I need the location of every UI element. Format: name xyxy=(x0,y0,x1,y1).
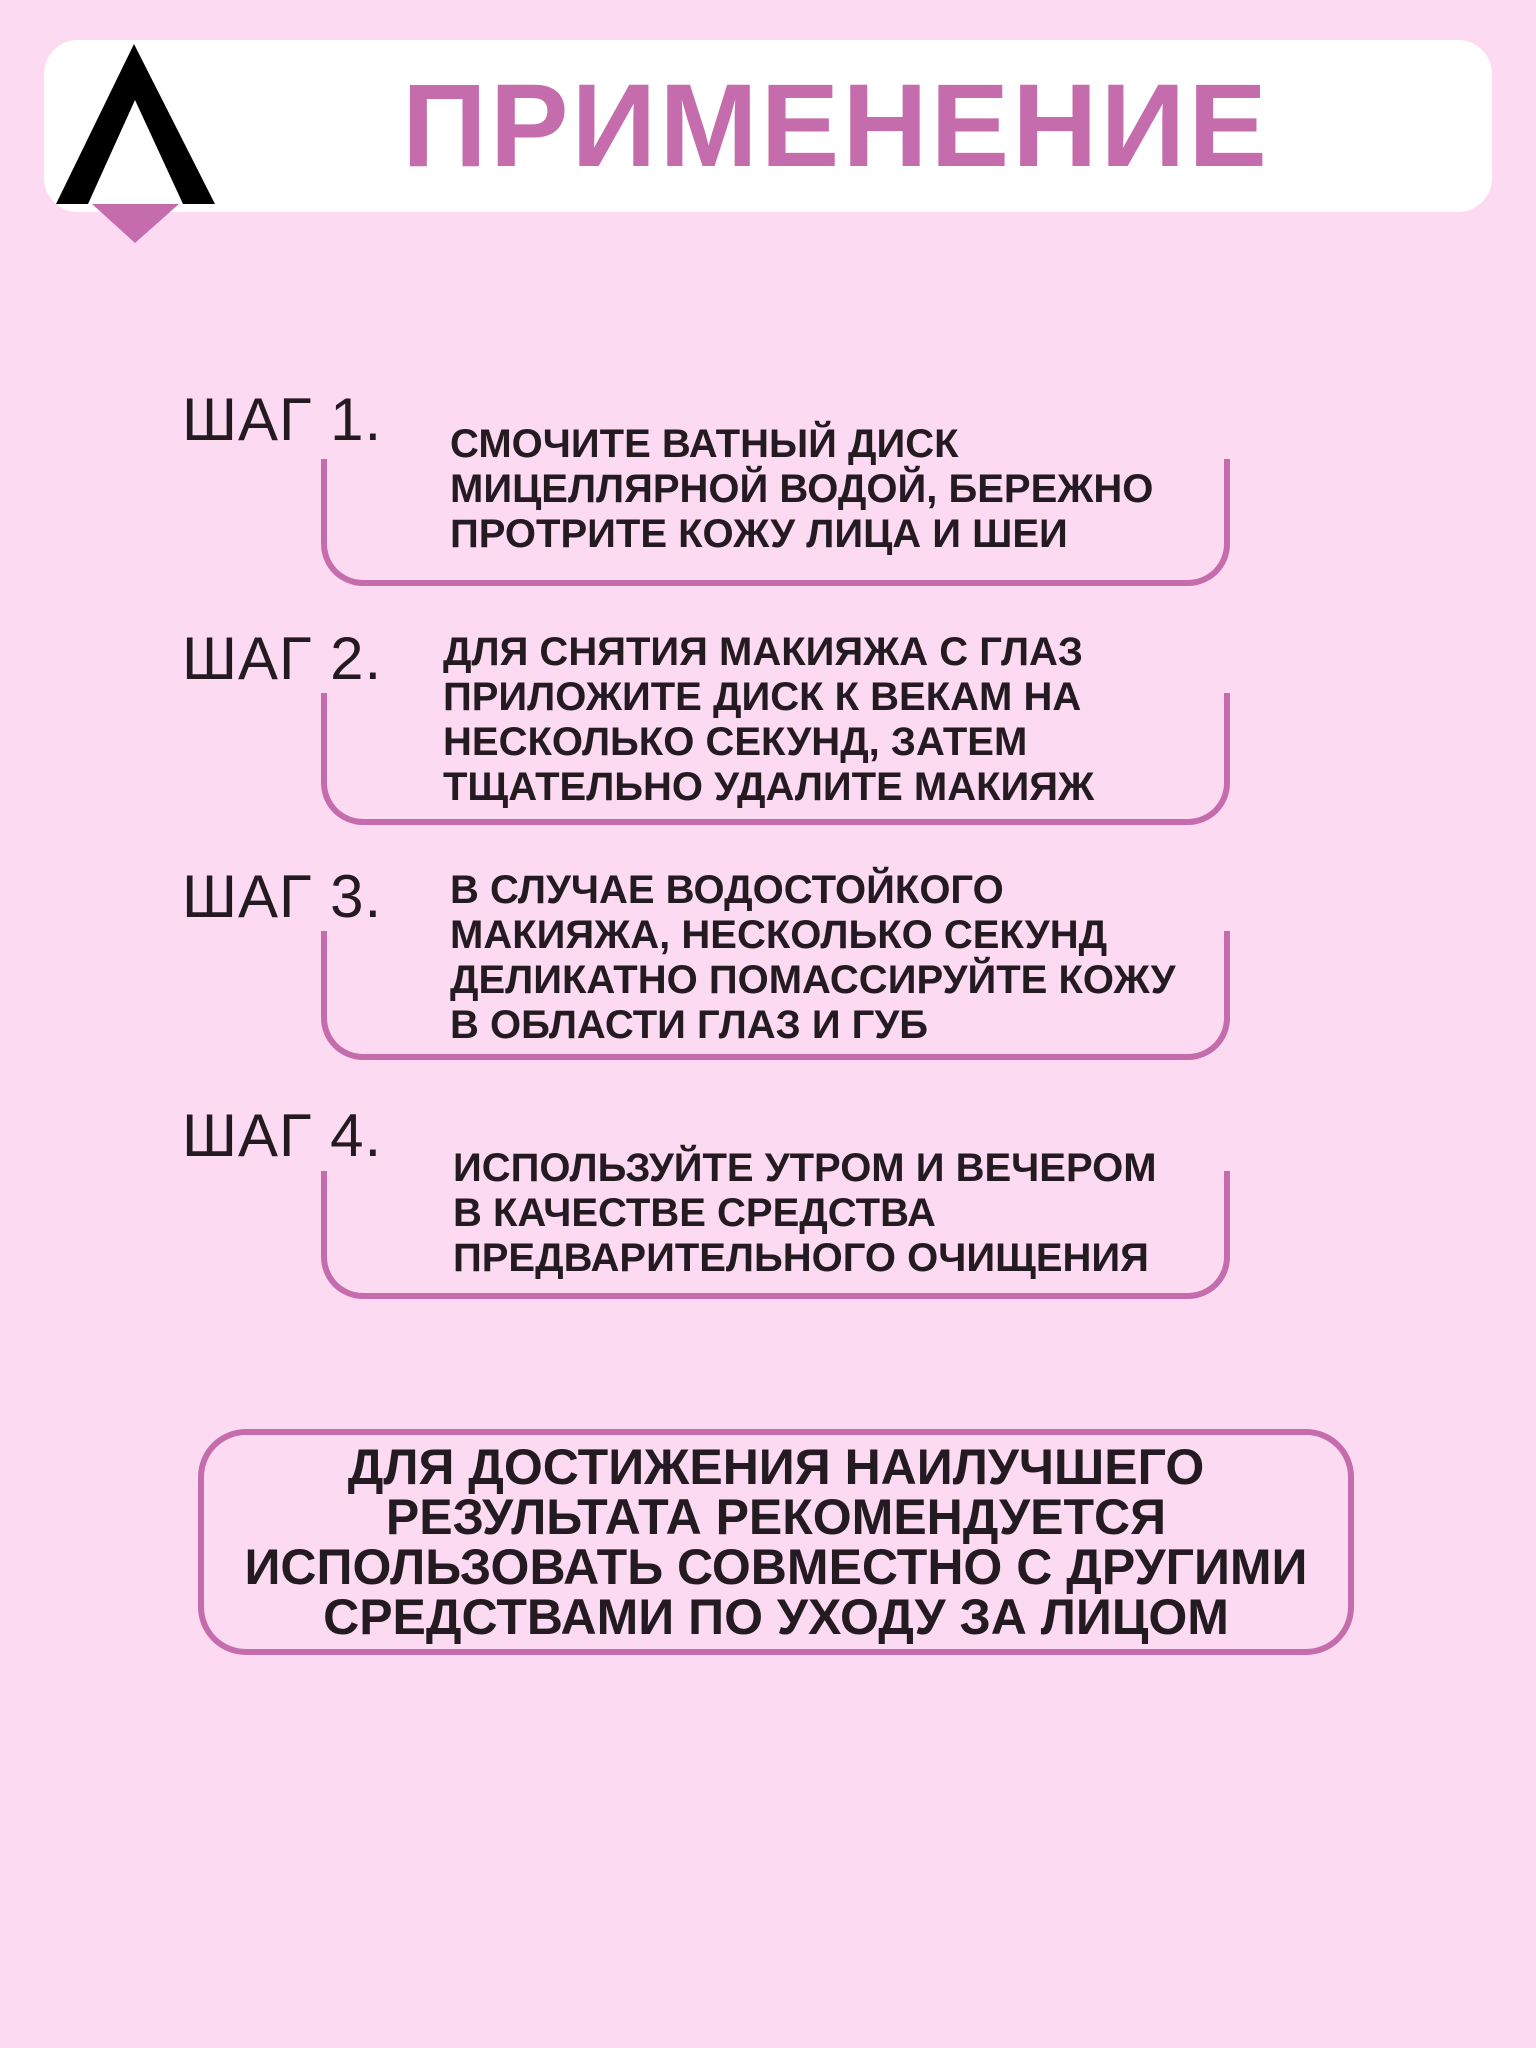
step-4-label: ШАГ 4. xyxy=(182,1102,383,1169)
step-2-label: ШАГ 2. xyxy=(182,625,383,692)
step-4-text: ИСПОЛЬЗУЙТЕ УТРОМ И ВЕЧЕРОМ В КАЧЕСТВЕ СРЕДСТВА ПРЕДВАРИТЕЛЬНОГО ОЧИЩЕНИЯ xyxy=(453,1146,1157,1280)
recommendation-box xyxy=(198,1429,1354,1655)
step-3-text: В СЛУЧАЕ ВОДОСТОЙКОГО МАКИЯЖА, НЕСКОЛЬКО СЕКУНД ДЕЛИКАТНО ПОМАССИРУЙТЕ КОЖУ В ОБЛАСТИ ГЛАЗ И ГУБ xyxy=(450,868,1176,1047)
recommendation-text: ДЛЯ ДОСТИЖЕНИЯ НАИЛУЧШЕГО РЕЗУЛЬТАТА РЕКОМЕНДУЕТСЯ ИСПОЛЬЗОВАТЬ СОВМЕСТНО С ДРУГИМИ СРЕДСТВАМИ ПО УХОДУ ЗА ЛИЦОМ xyxy=(244,1439,1308,1645)
step-3-label: ШАГ 3. xyxy=(182,863,383,930)
step-1-label: ШАГ 1. xyxy=(182,386,383,453)
step-1-text: СМОЧИТЕ ВАТНЫЙ ДИСК МИЦЕЛЛЯРНОЙ ВОДОЙ, БЕРЕЖНО ПРОТРИТЕ КОЖУ ЛИЦА И ШЕИ xyxy=(450,422,1154,556)
step-2-text: ДЛЯ СНЯТИЯ МАКИЯЖА С ГЛАЗ ПРИЛОЖИТЕ ДИСК К ВЕКАМ НА НЕСКОЛЬКО СЕКУНД, ЗАТЕМ ТЩАТЕЛЬНО УДАЛИТЕ МАКИЯЖ xyxy=(443,630,1095,809)
page-title: ПРИМЕНЕНИЕ xyxy=(402,60,1270,192)
